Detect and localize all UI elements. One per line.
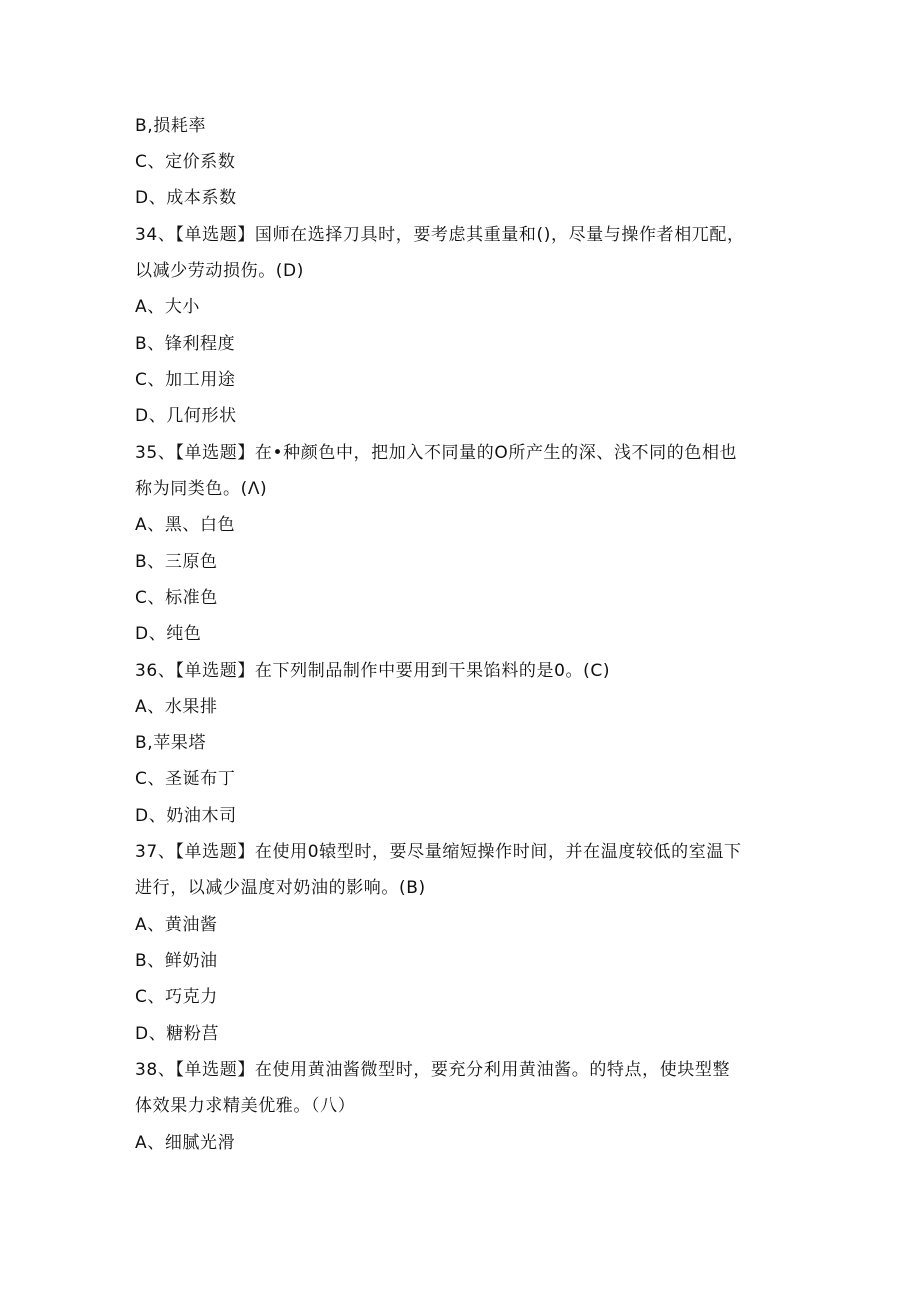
option-a-q35: A、黑、白色 — [135, 515, 236, 535]
option-c-q37: C、巧克力 — [135, 987, 218, 1007]
option-b-q34: B、锋利程度 — [135, 334, 236, 354]
option-d-q37: D、糖粉莒 — [135, 1024, 220, 1044]
option-a-q36: A、水果排 — [135, 697, 218, 717]
option-a-q37: A、黄油酱 — [135, 915, 218, 935]
option-d-q36: D、奶油木司 — [135, 806, 237, 826]
question-36-line-1: 36、【单选题】在下列制品制作中要用到干果馅料的是0。(C) — [135, 661, 611, 681]
option-a-q38: A、细腻光滑 — [135, 1133, 236, 1153]
option-b-q36: B,苹果塔 — [135, 733, 207, 753]
question-34-line-2: 以减少劳动损伤。(D) — [135, 261, 304, 281]
option-c-q33: C、定价系数 — [135, 152, 236, 172]
option-b-q33: B,损耗率 — [135, 116, 207, 136]
question-37-line-2: 进行，以减少温度对奶油的影响。(B) — [135, 878, 426, 898]
option-c-q35: C、标准色 — [135, 588, 218, 608]
question-35-line-1: 35、【单选题】在•种颜色中，把加入不同量的O所产生的深、浅不同的色相也 — [135, 443, 738, 463]
option-d-q34: D、几何形状 — [135, 406, 237, 426]
question-38-line-1: 38、【单选题】在使用黄油酱微型时，要充分利用黄油酱。的特点，使块型整 — [135, 1060, 731, 1080]
option-c-q36: C、圣诞布丁 — [135, 769, 236, 789]
option-b-q37: B、鲜奶油 — [135, 951, 218, 971]
option-b-q35: B、三原色 — [135, 552, 218, 572]
question-35-line-2: 称为同类色。(Λ) — [135, 479, 268, 499]
option-d-q33: D、成本系数 — [135, 188, 237, 208]
question-37-line-1: 37、【单选题】在使用0辕型时，要尽量缩短操作时间，并在温度较低的室温下 — [135, 842, 742, 862]
option-d-q35: D、纯色 — [135, 624, 202, 644]
option-a-q34: A、大小 — [135, 297, 201, 317]
question-34-line-1: 34、【单选题】国师在选择刀具时，要考虑其重量和()，尽量与操作者相兀配， — [135, 225, 745, 245]
question-38-line-2: 体效果力求精美优雅。（八） — [135, 1096, 356, 1116]
option-c-q34: C、加工用途 — [135, 370, 236, 390]
